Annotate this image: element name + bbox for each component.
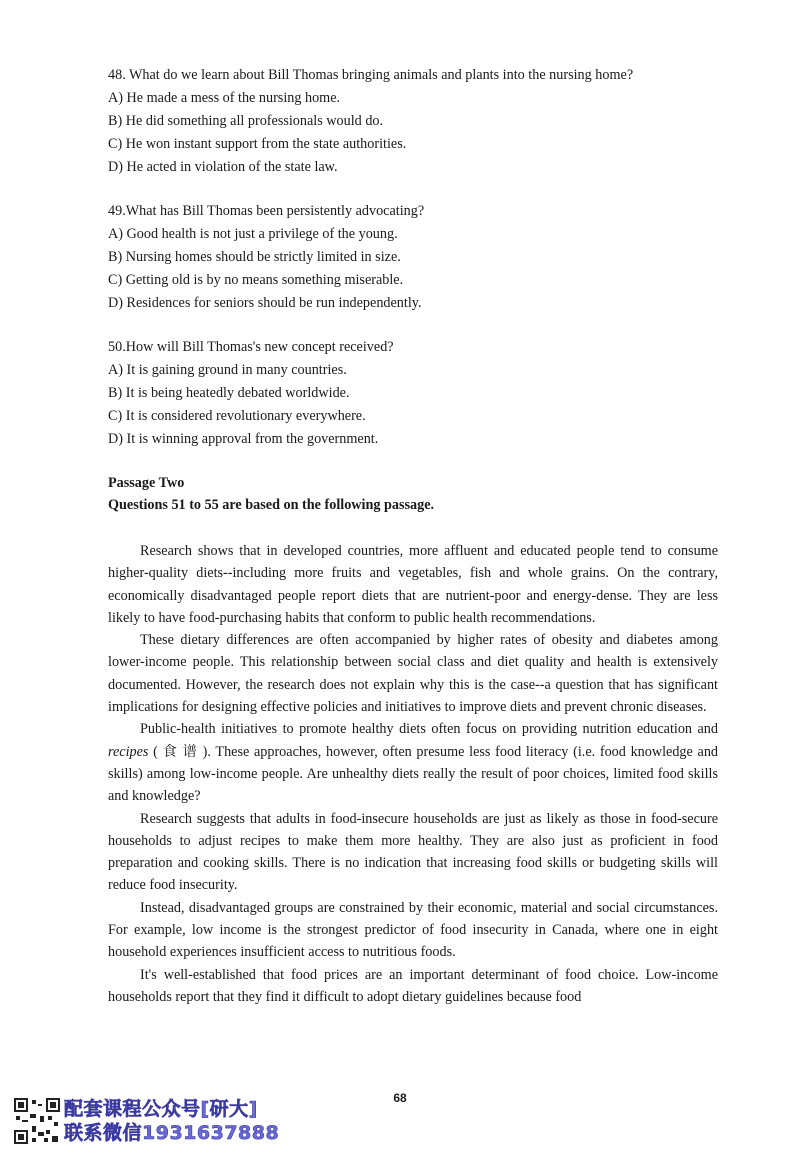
passage-instructions: Questions 51 to 55 are based on the following passage. bbox=[108, 497, 435, 513]
option-a: A) He made a mess of the nursing home. bbox=[108, 90, 341, 106]
question-50 bbox=[108, 336, 728, 451]
paragraph-1: Research shows that in developed countries, more affluent and educated people tend to consume higher-quality diets--including more fruits and vegetables, fish and whole grains. On the contrary, economically disadvantaged people report diets that are nutrient-poor and energy-dense. They are less likely to have food-purchasing habits that conform to public health recommendations. bbox=[108, 543, 718, 626]
paragraph-4: Research suggests that adults in food-insecure households are just as likely as those in food-secure households to adjust recipes to make them more healthy. They are also just as proficient in food preparation and cooking skills. There is no indication that increasing food skills or budgeting skills will reduce food insecurity. bbox=[108, 810, 718, 894]
paragraph-5: Instead, disadvantaged groups are constrained by their economic, material and social circumstances. For example, low income is the strongest predictor of food insecurity in Canada, where one in eight household experiences insufficient access to nutritious foods. bbox=[108, 899, 718, 961]
paragraph-3 bbox=[108, 718, 718, 807]
question-stem: 50.How will Bill Thomas's new concept received? bbox=[108, 339, 394, 355]
option-b: B) Nursing homes should be strictly limited in size. bbox=[108, 249, 401, 265]
passage-title: Passage Two bbox=[108, 475, 185, 491]
recipes-term: recipes bbox=[108, 743, 149, 760]
option-a: A) Good health is not just a privilege of the young. bbox=[108, 226, 398, 242]
passage-body bbox=[108, 540, 718, 1008]
option-b: B) He did something all professionals would do. bbox=[108, 113, 384, 129]
passage-heading bbox=[108, 472, 434, 516]
option-c: C) It is considered revolutionary everywhere. bbox=[108, 408, 366, 424]
recipes-gloss: ( 食 谱 ) bbox=[148, 743, 208, 760]
question-48 bbox=[108, 64, 728, 179]
watermark-line-2: 联系微信1931637888 bbox=[64, 1122, 280, 1144]
option-c: C) He won instant support from the state authorities. bbox=[108, 136, 407, 152]
question-stem: 49.What has Bill Thomas been persistently advocating? bbox=[108, 203, 425, 219]
page-number: 68 bbox=[393, 1091, 407, 1105]
qr-code-icon bbox=[14, 1098, 60, 1144]
watermark-line-1: 配套课程公众号[研大] bbox=[64, 1098, 258, 1120]
option-a: A) It is gaining ground in many countries. bbox=[108, 362, 347, 378]
question-stem: 48. What do we learn about Bill Thomas bringing animals and plants into the nursing home? bbox=[108, 67, 634, 83]
option-d: D) Residences for seniors should be run independently. bbox=[108, 295, 422, 311]
option-c: C) Getting old is by no means something miserable. bbox=[108, 272, 404, 288]
option-d: D) He acted in violation of the state law. bbox=[108, 159, 338, 175]
paragraph-3-text-a: Public-health initiatives to promote healthy diets often focus on providing nutrition education and bbox=[140, 721, 718, 738]
question-49 bbox=[108, 200, 728, 315]
option-b: B) It is being heatedly debated worldwide. bbox=[108, 385, 350, 401]
paragraph-6: It's well-established that food prices are an important determinant of food choice. Low-income households report that they find it difficult to adopt dietary guidelines because food bbox=[108, 966, 718, 1005]
option-d: D) It is winning approval from the government. bbox=[108, 431, 379, 447]
paragraph-2: These dietary differences are often accompanied by higher rates of obesity and diabetes among lower-income people. This relationship between social class and diet quality and health is extensively documented. However, the research does not explain why this is the case--a question that has significant implications for designing effective policies and initiatives to improve diets and prevent chronic diseases. bbox=[108, 632, 718, 716]
paragraph-3-text-b: . These approaches, however, often presume less food literacy (i.e. food knowledge and skills) among low-income people. Are unhealthy diets really the result of poor choices, limited food skills and knowledge? bbox=[108, 743, 719, 805]
